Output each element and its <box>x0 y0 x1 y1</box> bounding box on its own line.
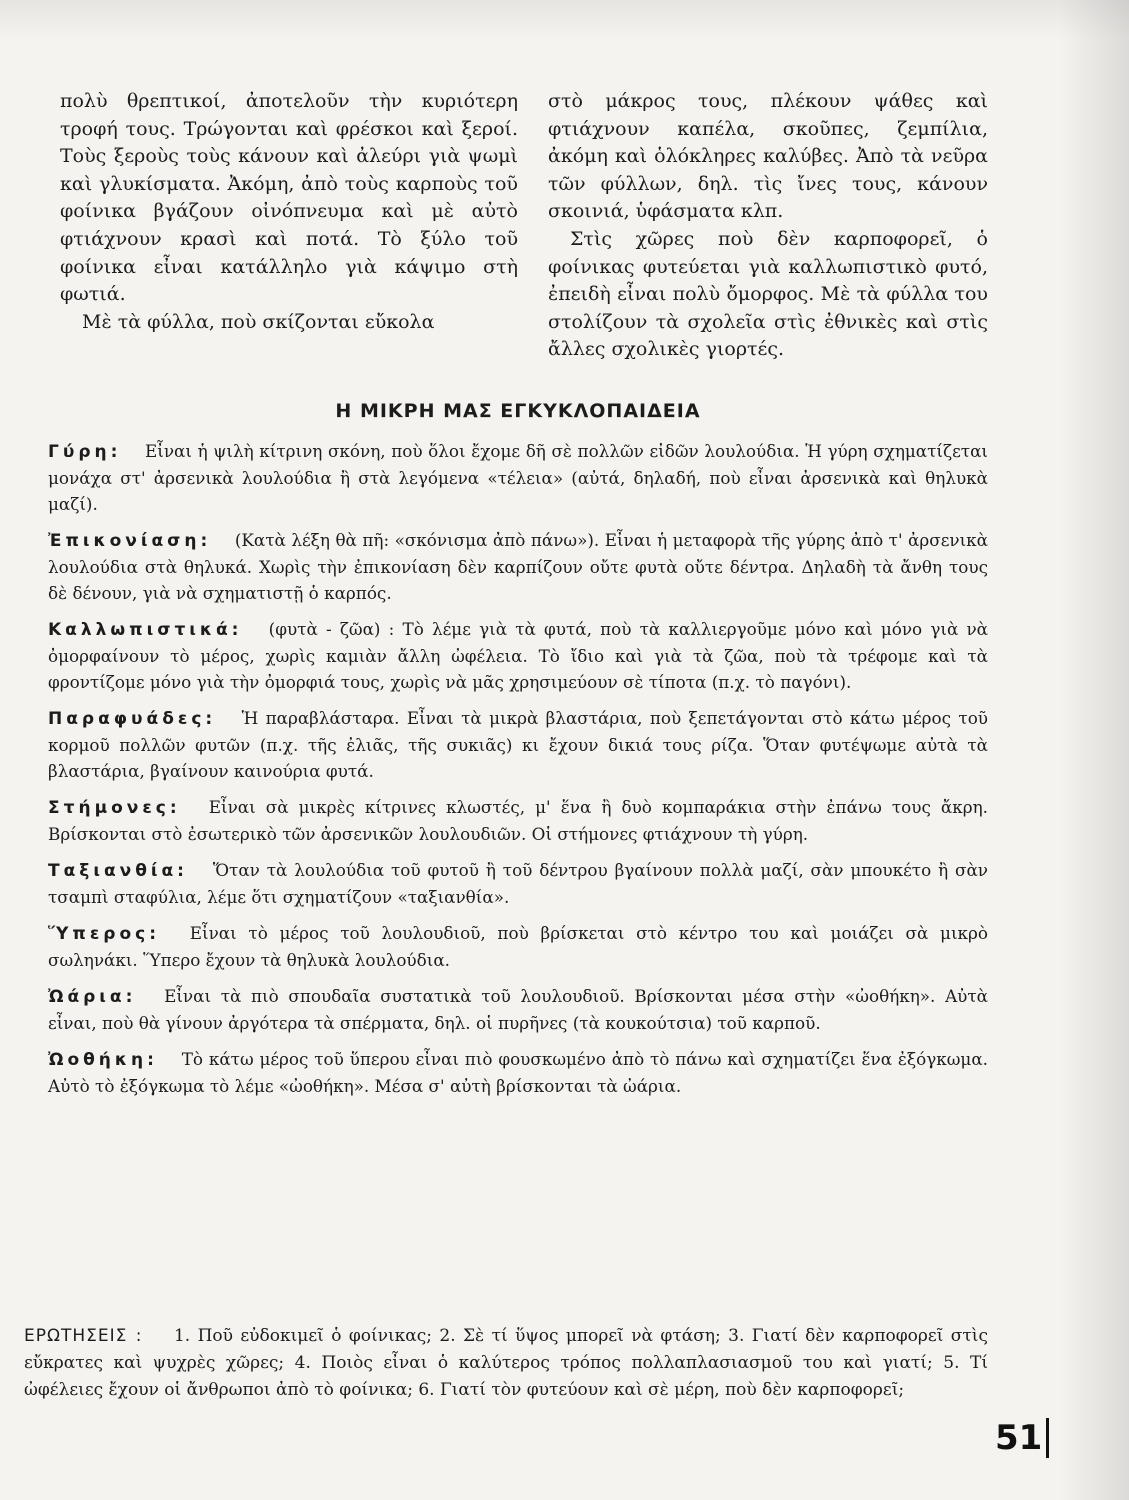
encyclopedia-title: Η ΜΙΚΡΗ ΜΑΣ ΕΓΚΥΚΛΟΠΑΙΔΕΙΑ <box>335 400 701 422</box>
scan-shadow-top <box>0 0 1129 40</box>
entry-term: Ὠοθήκη: <box>48 1050 158 1070</box>
entry-taxianthia <box>48 857 988 910</box>
entry-text: Ὅταν τὰ λουλούδια τοῦ φυτοῦ ἢ τοῦ δέντρου βγαίνουν πολλὰ μαζί, σὰν μπουκέτο ἢ σὰν τσαμπὶ σταφύλια, λέμε ὅτι σχηματίζουν «ταξιανθία». <box>48 860 988 907</box>
entry-text: Εἶναι τὸ μέρος τοῦ λουλουδιοῦ, ποὺ βρίσκεται στὸ κέντρο του καὶ μοιάζει σὰ μικρὸ σωληνάκι. Ὕπερο ἔχουν τὰ θηλυκὰ λουλούδια. <box>48 923 988 970</box>
right-paragraph-2: Στὶς χῶρες ποὺ δὲν καρποφορεῖ, ὁ φοίνικας φυτεύεται γιὰ καλλωπιστικὸ φυτό, ἐπειδὴ εἶναι πολὺ ὄμορφος. Μὲ τὰ φύλλα του στολίζουν τὰ σχολεῖα στὶς ἐθνικὲς καὶ στὶς ἄλλες σχολικὲς γιορτές. <box>548 227 988 361</box>
entry-term: Γύρη: <box>48 442 122 462</box>
entry-stimones <box>48 794 988 847</box>
entry-text: Ἡ παραβλάσταρα. Εἶναι τὰ μικρὰ βλαστάρια, ποὺ ξεπετάγονται στὸ κάτω μέρος τοῦ κορμοῦ πολλῶν φυτῶν (π.χ. τῆς ἐλιᾶς, τῆς συκιᾶς) κι ἔχουν δικιά τους ρίζα. Ὅταν φυτέψωμε αὐτὰ τὰ βλαστάρια, βγαίνουν καινούρια φυτά. <box>48 708 988 781</box>
entry-text: Τὸ κάτω μέρος τοῦ ὕπερου εἶναι πιὸ φουσκωμένο ἀπὸ τὸ πάνω καὶ σχηματίζει ἕνα ἐξόγκωμα. Αὐτὸ τὸ ἐξόγκωμα τὸ λέμε «ὠοθήκη». Μέσα σ' αὐτὴ βρίσκονται τὰ ὠάρια. <box>48 1049 988 1096</box>
entry-term: Ἐπικονίαση: <box>48 531 212 551</box>
entry-term: Ὕπερος: <box>48 924 161 944</box>
left-paragraph-1: πολὺ θρεπτικοί, ἀποτελοῦν τὴν κυριότερη τροφή τους. Τρώγονται καὶ φρέσκοι καὶ ξεροί. Τοὺς ξεροὺς τοὺς κάνουν καὶ ἀλεύρι γιὰ ψωμὶ καὶ γλυκίσματα. Ἀκόμη, ἀπὸ τοὺς καρποὺς τοῦ φοίνικα βγάζουν οἰνόπνευμα καὶ μὲ αὐτὸ φτιάχνουν κρασὶ καὶ ποτά. Τὸ ξύλο τοῦ φοίνικα εἶναι κατάλληλο γιὰ κάψιμο στὴ φωτιά. <box>60 90 518 306</box>
entry-oaria <box>48 983 988 1036</box>
entry-term: Ὠάρια: <box>48 987 137 1007</box>
right-column <box>548 88 988 364</box>
entry-term: Καλλωπιστικά: <box>48 620 243 640</box>
entry-term: Ταξιανθία: <box>48 861 188 881</box>
entry-text: Εἶναι ἡ ψιλὴ κίτρινη σκόνη, ποὺ ὅλοι ἔχομε δῆ σὲ πολλῶν εἰδῶν λουλούδια. Ἡ γύρη σχηματίζεται μονάχα στ' ἀρσενικὰ λουλούδια ἢ στὰ λεγόμενα «τέλεια» (αὐτά, δηλαδή, ποὺ εἶναι ἀρσενικὰ καὶ θηλυκὰ μαζί). <box>48 441 988 514</box>
entry-text: Εἶναι τὰ πιὸ σπουδαῖα συστατικὰ τοῦ λουλουδιοῦ. Βρίσκονται μέσα στὴν «ὠοθήκη». Αὐτὰ εἶναι, ποὺ θὰ γίνουν ἀργότερα τὰ σπέρματα, δηλ. οἱ πυρῆνες (τὰ κουκούτσια) τοῦ καρποῦ. <box>48 986 988 1033</box>
right-paragraph-1: στὸ μάκρος τους, πλέκουν ψάθες καὶ φτιάχνουν καπέλα, σκοῦπες, ζεμπίλια, ἀκόμη καὶ ὁλόκληρες καλύβες. Ἀπὸ τὰ νεῦρα τῶν φύλλων, δηλ. τὶς ἴνες τους, κάνουν σκοινιά, ὑφάσματα κλπ. <box>548 90 988 223</box>
entry-text: Εἶναι σὰ μικρὲς κίτρινες κλωστές, μ' ἕνα ἢ δυὸ κομπαράκια στὴν ἐπάνω τους ἄκρη. Βρίσκονται στὸ ἐσωτερικὸ τῶν ἀρσενικῶν λουλουδιῶν. Οἱ στήμονες φτιάχνουν τὴ γύρη. <box>48 797 988 844</box>
entry-oothiki <box>48 1046 988 1099</box>
entry-epikoniasi <box>48 527 988 606</box>
entry-parafyades <box>48 705 988 784</box>
scan-shadow-right <box>1059 0 1129 1500</box>
entry-term: Στήμονες: <box>48 798 181 818</box>
questions-text: 1. Ποῦ εὐδοκιμεῖ ὁ φοίνικας; 2. Σὲ τί ὕψος μπορεῖ νὰ φτάση; 3. Γιατί δὲν καρποφορεῖ στὶς εὔκρατες καὶ ψυχρὲς χῶρες; 4. Ποιὸς εἶναι ὁ καλύτερος τρόπος πολλαπλασιασμοῦ του καὶ γιατί; 5. Τί ὠφέλειες ἔχουν οἱ ἄνθρωποι ἀπὸ τὸ φοίνικα; 6. Γιατί τὸν φυτεύουν καὶ σὲ μέρη, ποὺ δὲν καρποφορεῖ; <box>24 1326 988 1400</box>
entry-term: Παραφυάδες: <box>48 709 217 729</box>
left-column <box>60 88 518 336</box>
entry-text: (φυτὰ - ζῶα) : Τὸ λέμε γιὰ τὰ φυτά, ποὺ τὰ καλλιεργοῦμε μόνο καὶ μόνο γιὰ νὰ ὀμορφαίνουν τὸ μέρος, χωρὶς καμιὰν ἄλλη ὠφέλεια. Τὸ ἴδιο καὶ γιὰ τὰ ζῶα, ποὺ τὰ τρέφομε καὶ τὰ φροντίζομε μόνο γιὰ τὴν ὀμορφιά τους, χωρὶς νὰ μᾶς χρησιμεύουν σὲ τίποτα (π.χ. τὸ παγόνι). <box>48 619 988 692</box>
questions-label: ΕΡΩΤΗΣΕΙΣ : <box>24 1326 143 1346</box>
entry-text: (Κατὰ λέξη θὰ πῆ: «σκόνισμα ἀπὸ πάνω»). Εἶναι ἡ μεταφορὰ τῆς γύρης ἀπὸ τ' ἀρσενικὰ λουλούδια στὰ θηλυκά. Χωρὶς τὴν ἐπικονίαση δὲν καρπίζουν οὔτε φυτὰ οὔτε δέντρα. Δηλαδὴ τὰ ἄνθη τους δὲ δένουν, γιὰ νὰ σχηματιστῇ ὁ καρπός. <box>48 530 988 603</box>
left-paragraph-2: Μὲ τὰ φύλλα, ποὺ σκίζονται εὔκολα <box>82 310 435 333</box>
questions-block <box>24 1323 988 1404</box>
entry-yperos <box>48 920 988 973</box>
entry-kallopistika <box>48 616 988 695</box>
page-number: 51 <box>995 1418 1049 1458</box>
entry-gyri <box>48 438 988 517</box>
encyclopedia-section <box>48 400 988 1109</box>
